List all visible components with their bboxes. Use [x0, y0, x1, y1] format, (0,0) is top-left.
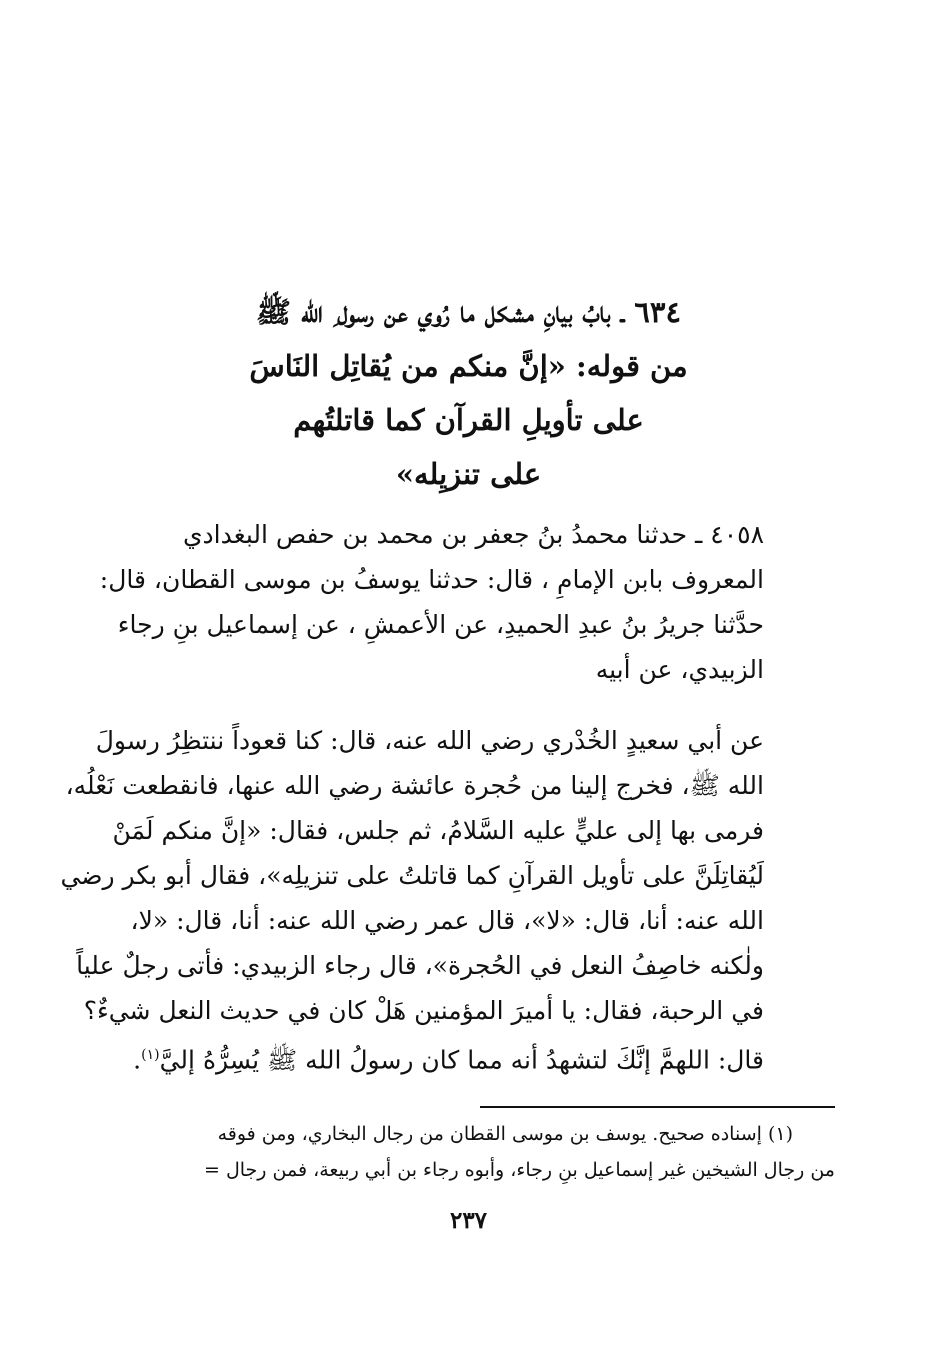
paragraph2-line-3: فرمى بها إلى عليٍّ عليه السَّلامُ، ثم جلس، فقال: «إنَّ منكم لَمَنْ: [112, 816, 764, 845]
footnote-reference: (١): [141, 1047, 160, 1063]
paragraph2-line-2: الله ﷺ، فخرج إلينا من حُجرة عائشة رضي الله عنها، فانقطعت نَعْلُه،: [65, 771, 764, 800]
paragraph2-line-4: لَيُقاتِلَنَّ على تأويل القرآنِ كما قاتلتُ على تنزيلِه»، فقال أبو بكر رضي: [60, 861, 764, 890]
footnote-line-2: من رجال الشيخين غير إسماعيل بنِ رجاء، وأبوه رجاء بن أبي ربيعة، فمن رجال =: [204, 1159, 835, 1181]
paragraph2-line-8: [128, 1033, 814, 1082]
paragraph2-line-5: الله عنه: أنا، قال: «لا»، قال عمر رضي الله عنه: أنا، قال: «لا،: [130, 906, 764, 935]
paragraph2-line-7: في الرحبة، فقال: يا أميرَ المؤمنين هَلْ كان في حديث النعل شيءٌ؟: [83, 996, 764, 1025]
paragraph1-line-3: حدَّثنا جريرُ بنُ عبدِ الحميدِ، عن الأعمشِ ، عن إسماعيل بنِ رجاء: [117, 610, 764, 639]
footnote-line-1: (١) إسناده صحيح. يوسف بن موسى القطان من رجال البخاري، ومن فوقه: [217, 1123, 793, 1145]
paragraph2-line-8-text: قال: اللهمَّ إنَّكَ لتشهدُ أنه مما كان رسولُ الله ﷺ يُسِرُّهُ إليَّ: [159, 1045, 764, 1075]
paragraph1-line-4: الزبيدي، عن أبيه: [595, 655, 764, 684]
heading-line-1: ٦٣٤ ـ بابُ بيانِ مشكل ما رُوي عن رسول ِ الله ﷺ: [255, 295, 682, 329]
paragraph1-line-1: ٤٠٥٨ ـ حدثنا محمدُ بنُ جعفر بن محمد بن حفص البغدادي: [182, 520, 764, 549]
heading-line-3: على تأويلِ القرآن كما قاتلتُهم: [293, 403, 644, 437]
paragraph2-line-6: ولٰكنه خاصِفُ النعل في الحُجرة»، قال رجاء الزبيدي: فأتى رجلٌ علياً: [76, 951, 764, 980]
paragraph2-line-1: عن أبي سعيدٍ الخُدْري رضي الله عنه، قال: كنا قعوداً ننتظِرُ رسولَ: [95, 726, 764, 755]
hadith-isnad-paragraph: [99, 512, 814, 692]
chapter-heading: [100, 285, 837, 501]
paragraph2-line-8-end: .: [133, 1045, 142, 1075]
hadith-matn-paragraph: [60, 718, 814, 1082]
heading-line-4: على تنزيِله»: [395, 457, 542, 491]
footnotes: [110, 1116, 835, 1188]
paragraph1-line-2: المعروف بابن الإمامِ ، قال: حدثنا يوسفُ بن موسى القطان، قال:: [99, 565, 764, 594]
heading-line-2: من قوله: «إنَّ منكم من يُقاتِل النَاسَ: [249, 349, 688, 383]
footnote-divider: [480, 1106, 835, 1108]
page-number: ٢٣٧: [449, 1207, 488, 1234]
